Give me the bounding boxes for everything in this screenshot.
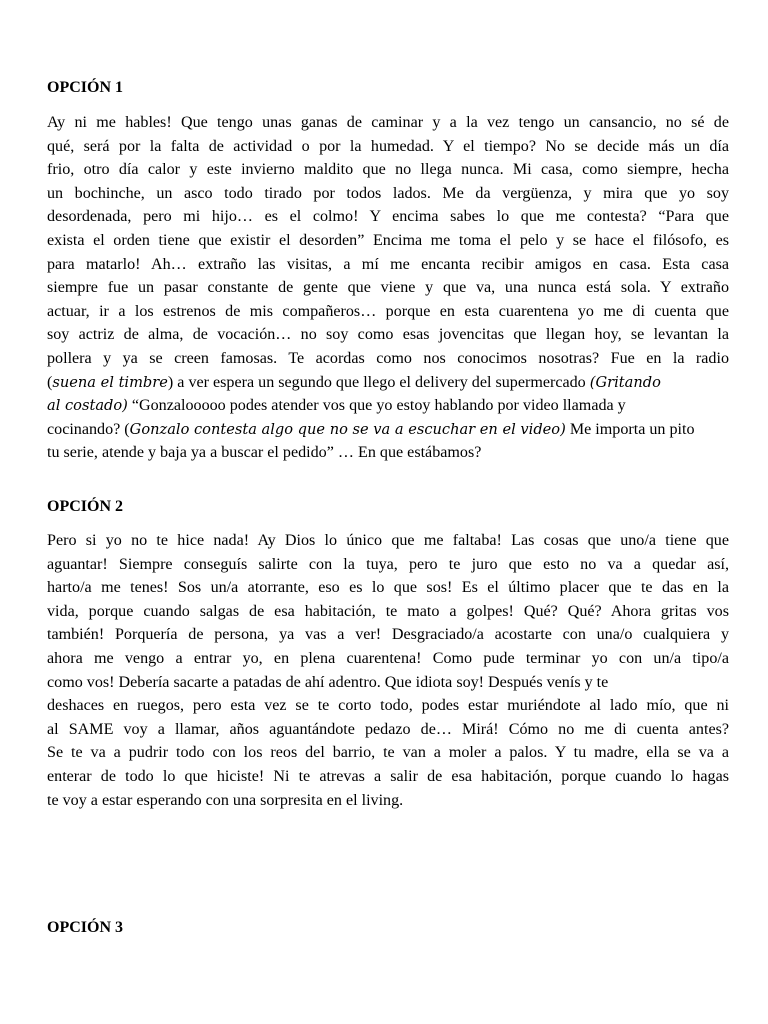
stage-direction: Gonzalo contesta algo que no se va a escuchar en el video) bbox=[129, 420, 566, 438]
paragraph-line: vida, porque cuando salgas de esa habitación, te mato a golpes! Qué? Qué? Ahora gritas vos bbox=[47, 602, 729, 620]
option-1-heading: OPCIÓN 1 bbox=[47, 79, 123, 96]
paragraph-line: Se te va a pudrir todo con los reos del barrio, te van a moler a palos. Y tu madre, ella se va a bbox=[47, 744, 729, 762]
paragraph-line: pollera y ya se creen famosas. Te acordas como nos conocimos nosotras? Fue en la radio bbox=[47, 349, 729, 367]
option-2-heading: OPCIÓN 2 bbox=[47, 498, 123, 515]
paragraph-line: deshaces en ruegos, pero esta vez se te corto todo, podes estar muriéndote al lado mío, que ni bbox=[47, 697, 729, 715]
line-text: Me importa un pito bbox=[565, 420, 695, 438]
paragraph-line: tu serie, atende y baja ya a buscar el pedido” … En que estábamos? bbox=[47, 444, 482, 462]
paragraph-line: enterar de todo lo que hiciste! Ni te atrevas a salir de esa habitación, porque cuando lo hagas bbox=[47, 767, 729, 785]
paragraph-line: ahora me vengo a entrar yo, en plena cuarentena! Como pude terminar yo con un/a tipo/a bbox=[47, 649, 729, 667]
line-text: cocinando? ( bbox=[47, 420, 130, 438]
paragraph-line: aguantar! Siempre conseguís salirte con la tuya, pero te juro que esto no va a quedar así, bbox=[47, 555, 729, 573]
stage-direction: al costado) bbox=[47, 397, 128, 415]
paragraph-line: te voy a estar esperando con una sorpresita en el living. bbox=[47, 791, 404, 809]
paragraph-line bbox=[47, 418, 729, 442]
paragraph-line: Ay ni me hables! Que tengo unas ganas de caminar y a la vez tengo un cansancio, no sé de bbox=[47, 114, 729, 131]
line-text: ( bbox=[47, 373, 53, 391]
paragraph-line: actuar, ir a los estrenos de mis compañeros… porque en esta cuarentena yo me di cuenta que bbox=[47, 302, 729, 320]
option-2-paragraph bbox=[47, 529, 729, 812]
paragraph-line: exista el orden tiene que existir el desorden” Encima me toma el pelo y se hace el filósofo, es bbox=[47, 231, 729, 249]
option-3-heading: OPCIÓN 3 bbox=[47, 919, 123, 936]
stage-direction: (Gritando bbox=[589, 373, 661, 391]
line-text: “Gonzalooooo podes atender vos que yo estoy hablando por video llamada y bbox=[127, 397, 626, 415]
paragraph-line: como vos! Debería sacarte a patadas de ahí adentro. Que idiota soy! Después venís y te bbox=[47, 673, 609, 691]
paragraph-line: harto/a me tenes! Sos un/a atorrante, eso es lo que sos! Es el último placer que te das en la bbox=[47, 579, 729, 597]
paragraph-line: frio, otro día calor y este invierno maldito que no llega nunca. Mi casa, como siempre, hecha bbox=[47, 161, 729, 179]
stage-direction: suena el timbre bbox=[52, 373, 168, 391]
paragraph-line: para matarlo! Ah… extraño las visitas, a mí me encanta recibir amigos en casa. Esta casa bbox=[47, 255, 729, 273]
option-1-paragraph bbox=[47, 111, 729, 465]
paragraph-line: al SAME voy a llamar, años aguantándote pedazo de… Mirá! Cómo no me di cuenta antes? bbox=[47, 720, 729, 738]
paragraph-line bbox=[47, 371, 729, 395]
line-text: ) a ver espera un segundo que llego el delivery del supermercado bbox=[167, 373, 590, 391]
paragraph-line bbox=[47, 394, 729, 418]
paragraph-line: siempre fue un pasar constante de gente que viene y que va, una nunca está sola. Y extraño bbox=[47, 279, 729, 297]
paragraph-line: qué, será por la falta de actividad o por la humedad. Y el tiempo? No se decide más un día bbox=[47, 137, 729, 155]
paragraph-line: soy actriz de alma, de vocación… no soy como esas jovencitas que llegan hoy, se levantan la bbox=[47, 326, 729, 344]
paragraph-line: desordenada, pero mi hijo… es el colmo! Y encima sabes lo que me contesta? “Para que bbox=[47, 208, 729, 226]
paragraph-line: Pero si yo no te hice nada! Ay Dios lo único que me faltaba! Las cosas que uno/a tiene que bbox=[47, 532, 729, 549]
paragraph-line: un bochinche, un asco todo tirado por todos lados. Me da vergüenza, y mira que yo soy bbox=[47, 184, 729, 202]
paragraph-line: también! Porquería de persona, ya vas a ver! Desgraciado/a acostarte con una/o cualquiera y bbox=[47, 626, 729, 644]
